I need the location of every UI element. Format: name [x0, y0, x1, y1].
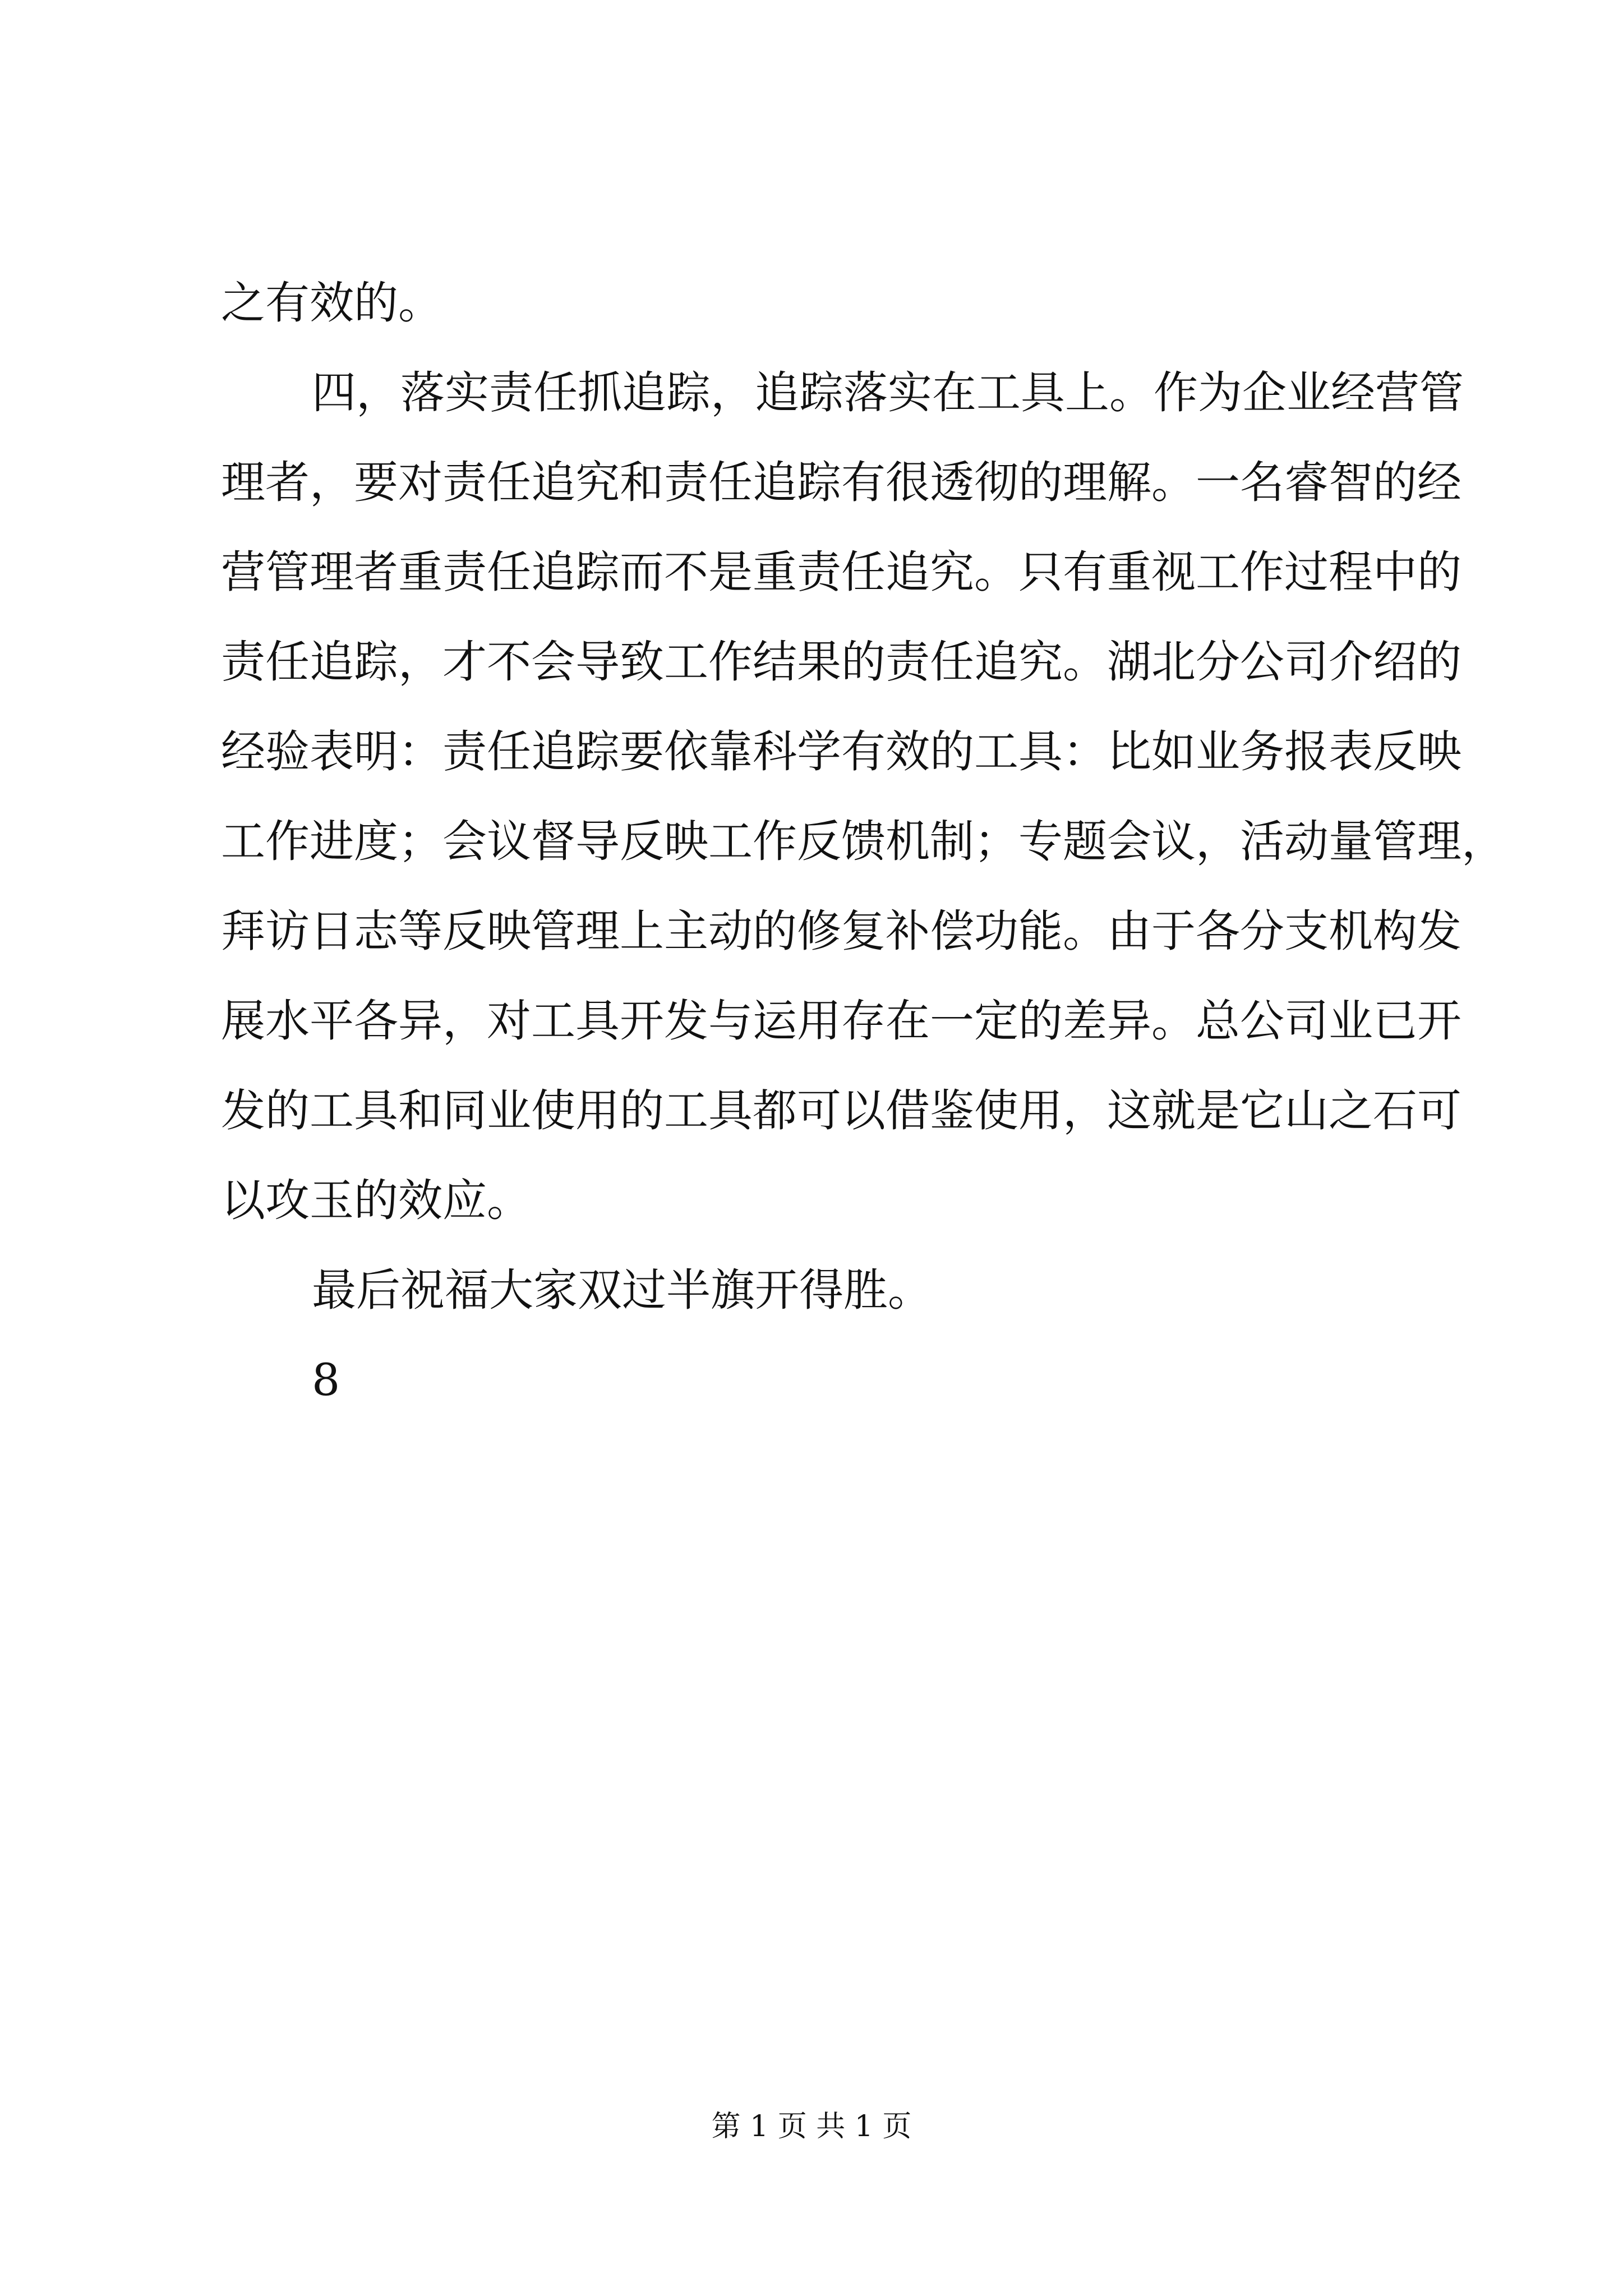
page-number-text: 8 [312, 1354, 340, 1406]
text-line: 以攻玉的效应。 [221, 1175, 531, 1226]
text-line: 理者，要对责任追究和责任追踪有很透彻的理解。一名睿智的经 [221, 457, 1461, 508]
text-line: 之有效的。 [221, 277, 442, 329]
document-body [221, 258, 1506, 1425]
text-line: 发的工具和同业使用的工具都可以借鉴使用，这就是它山之石可 [221, 1085, 1461, 1137]
text-line: 四，落实责任抓追踪，追踪落实在工具上。作为企业经营管 [312, 367, 1464, 418]
text-line: 营管理者重责任追踪而不是重责任追究。只有重视工作过程中的 [221, 546, 1461, 598]
text-line: 责任追踪，才不会导致工作结果的责任追究。湖北分公司介绍的 [221, 636, 1461, 688]
text-line: 拜访日志等反映管理上主动的修复补偿功能。由于各分支机构发 [221, 905, 1461, 957]
text-line: 最后祝福大家双过半旗开得胜。 [312, 1264, 932, 1316]
page-footer: 第 1 页 共 1 页 [711, 2110, 912, 2143]
text-line: 展水平各异，对工具开发与运用存在一定的差异。总公司业已开 [221, 995, 1461, 1047]
text-line: 工作进度；会议督导反映工作反馈机制；专题会议，活动量管理， [221, 816, 1506, 867]
text-line: 经验表明：责任追踪要依靠科学有效的工具：比如业务报表反映 [221, 726, 1461, 777]
